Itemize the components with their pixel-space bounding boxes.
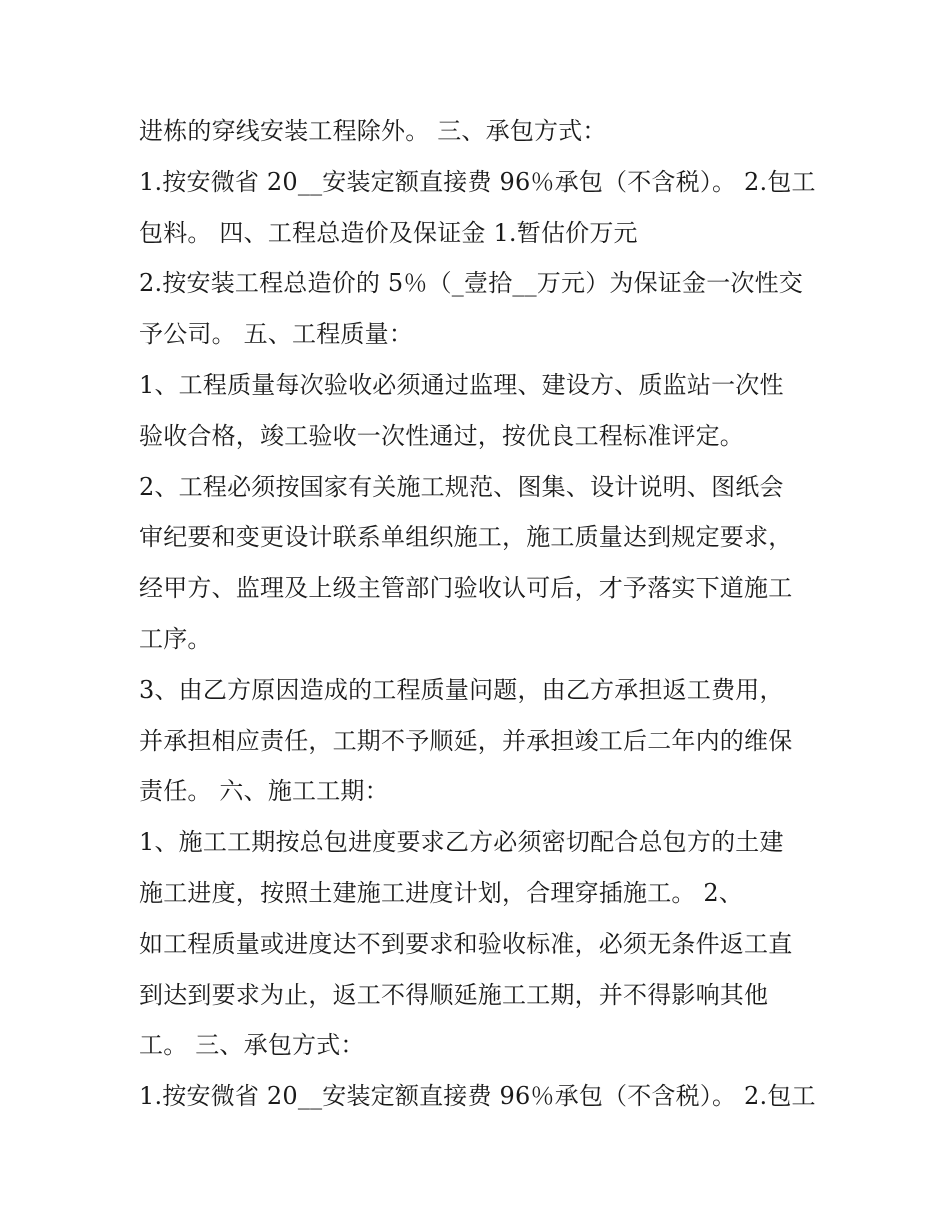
text-line: 如工程质量或进度达不到要求和验收标准，必须无条件返工直: [139, 929, 793, 958]
text-line: 工序。: [139, 624, 212, 653]
text-line: 2、工程必须按国家有关施工规范、图集、设计说明、图纸会: [139, 472, 784, 501]
text-line: 包料。 四、工程总造价及保证金 1.暂估价万元: [139, 218, 638, 247]
text-line: 经甲方、监理及上级主管部门验收认可后，才予落实下道施工: [139, 574, 793, 603]
text-line: 3、由乙方原因造成的工程质量问题，由乙方承担返工费用，: [139, 675, 784, 704]
text-line: 1.按安微省 20__安装定额直接费 96％承包（不含税）。 2.包工: [139, 167, 816, 196]
text-line: 验收合格，竣工验收一次性通过，按优良工程标准评定。: [139, 421, 744, 450]
text-line: 进栋的穿线安装工程除外。 三、承包方式：: [139, 117, 607, 145]
text-line: 2.按安装工程总造价的 5％（_壹拾__万元）为保证金一次性交: [139, 269, 803, 298]
text-line: 1、施工工期按总包进度要求乙方必须密切配合总包方的土建: [139, 828, 784, 857]
text-line: 1、工程质量每次验收必须通过监理、建设方、质监站一次性: [139, 370, 784, 399]
text-line: 工。 三、承包方式：: [139, 1031, 365, 1060]
text-line: 到达到要求为止，返工不得顺延施工工期，并不得影响其他: [139, 980, 769, 1009]
text-line: 1.按安微省 20__安装定额直接费 96％承包（不含税）。 2.包工: [139, 1082, 816, 1111]
text-line: 施工进度，按照土建施工进度计划，合理穿插施工。 2、: [139, 878, 744, 907]
text-line: 审纪要和变更设计联系单组织施工，施工质量达到规定要求，: [139, 523, 793, 552]
text-line: 并承担相应责任，工期不予顺延，并承担竣工后二年内的维保: [139, 726, 793, 755]
text-line: 责任。 六、施工工期：: [139, 777, 389, 806]
document-body: [139, 106, 839, 1122]
text-line: 予公司。 五、工程质量：: [139, 320, 414, 349]
